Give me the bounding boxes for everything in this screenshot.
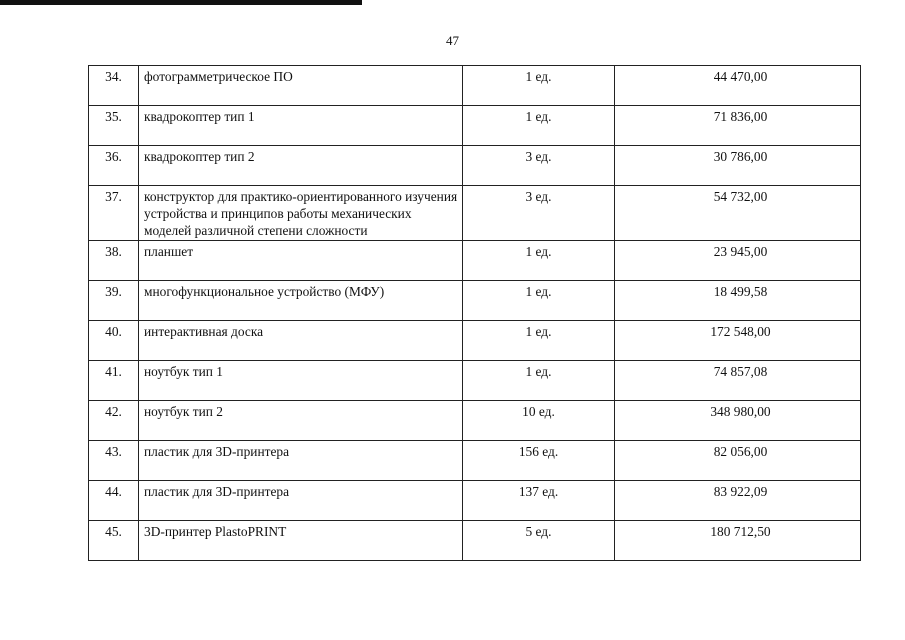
table-row [89,106,861,146]
item-price: 82 056,00 [615,441,861,481]
row-number: 39. [89,281,139,321]
table-row [89,441,861,481]
item-quantity: 1 ед. [463,106,615,146]
item-price: 83 922,09 [615,481,861,521]
row-number: 38. [89,241,139,281]
item-name: фотограмметрическое ПО [139,66,463,106]
table-row [89,66,861,106]
item-name: квадрокоптер тип 1 [139,106,463,146]
item-name: конструктор для практико-ориентированного изучения устройства и принципов работы механических моделей различной степени сложности [139,186,463,241]
item-quantity: 1 ед. [463,361,615,401]
item-name: 3D-принтер PlastoPRINT [139,521,463,561]
item-quantity: 1 ед. [463,321,615,361]
item-name: планшет [139,241,463,281]
table-row [89,186,861,241]
item-name: ноутбук тип 2 [139,401,463,441]
item-quantity: 1 ед. [463,241,615,281]
table-row [89,521,861,561]
table-row [89,481,861,521]
table-row [89,241,861,281]
row-number: 41. [89,361,139,401]
table-row [89,321,861,361]
item-price: 348 980,00 [615,401,861,441]
item-quantity: 156 ед. [463,441,615,481]
row-number: 37. [89,186,139,241]
table-row [89,146,861,186]
item-price: 30 786,00 [615,146,861,186]
item-quantity: 1 ед. [463,281,615,321]
top-rule [0,0,362,5]
item-name: квадрокоптер тип 2 [139,146,463,186]
table-row [89,401,861,441]
item-price: 18 499,58 [615,281,861,321]
row-number: 36. [89,146,139,186]
row-number: 45. [89,521,139,561]
item-price: 23 945,00 [615,241,861,281]
item-name: многофункциональное устройство (МФУ) [139,281,463,321]
item-price: 44 470,00 [615,66,861,106]
item-quantity: 137 ед. [463,481,615,521]
table-row [89,281,861,321]
item-quantity: 10 ед. [463,401,615,441]
item-price: 74 857,08 [615,361,861,401]
items-table [88,65,861,561]
item-name: ноутбук тип 1 [139,361,463,401]
row-number: 43. [89,441,139,481]
item-quantity: 5 ед. [463,521,615,561]
row-number: 35. [89,106,139,146]
item-price: 180 712,50 [615,521,861,561]
page-number: 47 [446,33,459,48]
table-row [89,361,861,401]
row-number: 34. [89,66,139,106]
row-number: 42. [89,401,139,441]
item-name: интерактивная доска [139,321,463,361]
item-price: 71 836,00 [615,106,861,146]
item-quantity: 3 ед. [463,186,615,241]
item-price: 172 548,00 [615,321,861,361]
item-name: пластик для 3D-принтера [139,481,463,521]
item-price: 54 732,00 [615,186,861,241]
row-number: 44. [89,481,139,521]
item-quantity: 3 ед. [463,146,615,186]
item-quantity: 1 ед. [463,66,615,106]
row-number: 40. [89,321,139,361]
item-name: пластик для 3D-принтера [139,441,463,481]
